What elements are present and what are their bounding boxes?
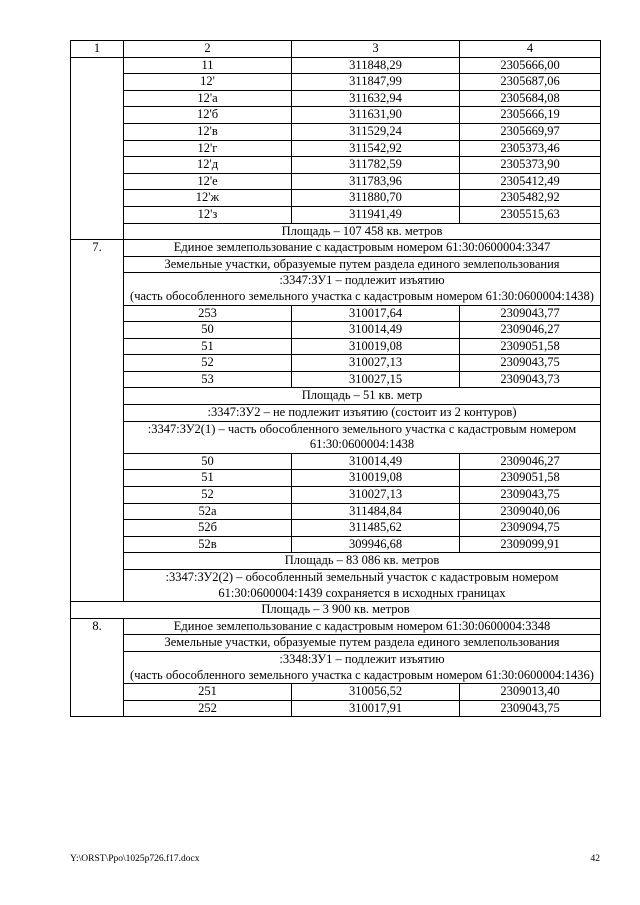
subtitle-row: Земельные участки, образуемые путем раздела единого землепользования [124,635,601,652]
table-body [71,41,601,717]
coordinates-table [70,40,601,717]
section-number-cell: 8. [71,618,124,717]
y-coordinate-cell: 2309043,73 [460,371,601,388]
x-coordinate-cell: 310019,08 [292,338,460,355]
table-row [71,74,601,91]
y-coordinate-cell: 2305666,19 [460,107,601,124]
table-row [71,338,601,355]
table-row [71,651,601,683]
table-row [71,57,601,74]
x-coordinate-cell: 311941,49 [292,206,460,223]
x-coordinate-cell: 310014,49 [292,322,460,339]
x-coordinate-cell: 311631,90 [292,107,460,124]
x-coordinate-cell: 310019,08 [292,470,460,487]
point-id-cell: 12' [124,74,292,91]
point-id-cell: 52 [124,487,292,504]
y-coordinate-cell: 2309043,75 [460,487,601,504]
table-row [71,570,601,602]
table-row [71,503,601,520]
point-id-cell: 52а [124,503,292,520]
x-coordinate-cell: 310027,13 [292,355,460,372]
table-row [71,123,601,140]
point-id-cell: 12'д [124,157,292,174]
point-id-cell: 12'ж [124,190,292,207]
x-coordinate-cell: 311484,84 [292,503,460,520]
table-row [71,700,601,717]
table-row [71,140,601,157]
y-coordinate-cell: 2305373,90 [460,157,601,174]
table-row [71,305,601,322]
y-coordinate-cell: 2305482,92 [460,190,601,207]
x-coordinate-cell: 311529,24 [292,123,460,140]
section-title-cell: Единое землепользование с кадастровым номером 61:30:0600004:3348 [124,618,601,635]
y-coordinate-cell: 2309043,77 [460,305,601,322]
y-coordinate-cell: 2309099,91 [460,536,601,553]
y-coordinate-cell: 2305669,97 [460,123,601,140]
table-row [71,618,601,635]
subtitle-row: Земельные участки, образуемые путем раздела единого землепользования [124,256,601,273]
section-number-cell: 7. [71,240,124,602]
x-coordinate-cell: 311848,29 [292,57,460,74]
table-row [71,41,601,58]
x-coordinate-cell: 311485,62 [292,520,460,537]
table-row [71,90,601,107]
point-id-cell: 12'е [124,173,292,190]
table-row [71,421,601,453]
parcel-title-row: :3347:ЗУ1 – подлежит изъятию (часть обособленного земельного участка с кадастровым номером 61:30:0600004:1438) [124,273,601,305]
point-id-cell: 52 [124,355,292,372]
column-header-3: 3 [292,41,460,58]
parcel-title-row: :3347:ЗУ2 – не подлежит изъятию (состоит из 2 контуров) [124,405,601,422]
y-coordinate-cell: 2309043,75 [460,355,601,372]
parcel-title-row: :3347:ЗУ2(2) – обособленный земельный участок с кадастровым номером 61:30:0600004:1439 сохраняется в исходных границах [124,570,601,602]
y-coordinate-cell: 2305373,46 [460,140,601,157]
point-id-cell: 53 [124,371,292,388]
x-coordinate-cell: 310017,64 [292,305,460,322]
table-row [71,487,601,504]
section-title-cell: Единое землепользование с кадастровым номером 61:30:0600004:3347 [124,240,601,257]
point-id-cell: 51 [124,338,292,355]
x-coordinate-cell: 310027,15 [292,371,460,388]
point-id-cell: 51 [124,470,292,487]
table-row [71,684,601,701]
point-id-cell: 253 [124,305,292,322]
table-row [71,453,601,470]
column-header-1: 1 [71,41,124,58]
point-id-cell: 52б [124,520,292,537]
x-coordinate-cell: 310056,52 [292,684,460,701]
y-coordinate-cell: 2309094,75 [460,520,601,537]
x-coordinate-cell: 309946,68 [292,536,460,553]
table-row [71,355,601,372]
y-coordinate-cell: 2309051,58 [460,338,601,355]
table-row [71,273,601,305]
table-row [71,157,601,174]
y-coordinate-cell: 2309051,58 [460,470,601,487]
table-row [71,322,601,339]
point-id-cell: 12'в [124,123,292,140]
x-coordinate-cell: 311782,59 [292,157,460,174]
point-id-cell: 52в [124,536,292,553]
x-coordinate-cell: 311542,92 [292,140,460,157]
footer-file-path: Y:\ORST\Ppo\1025p726.f17.docx [70,854,200,864]
point-id-cell: 252 [124,700,292,717]
x-coordinate-cell: 310017,91 [292,700,460,717]
table-row [71,107,601,124]
area-row: Площадь – 51 кв. метр [124,388,601,405]
point-id-cell: 50 [124,453,292,470]
table-row [71,388,601,405]
table-row [71,536,601,553]
y-coordinate-cell: 2309046,27 [460,322,601,339]
table-row [71,602,601,619]
y-coordinate-cell: 2305684,08 [460,90,601,107]
footer-page-number: 42 [590,854,600,864]
point-id-cell: 11 [124,57,292,74]
table-row [71,256,601,273]
y-coordinate-cell: 2309043,75 [460,700,601,717]
y-coordinate-cell: 2305687,06 [460,74,601,91]
table-row [71,190,601,207]
section-number-cell [71,57,124,240]
point-id-cell: 251 [124,684,292,701]
area-row: Площадь – 107 458 кв. метров [124,223,601,240]
point-id-cell: 50 [124,322,292,339]
x-coordinate-cell: 310027,13 [292,487,460,504]
parcel-title-row: :3347:ЗУ2(1) – часть обособленного земельного участка с кадастровым номером 61:30:0600004:1438 [124,421,601,453]
x-coordinate-cell: 310014,49 [292,453,460,470]
table-row [71,173,601,190]
table-row [71,405,601,422]
table-row [71,635,601,652]
point-id-cell: 12'г [124,140,292,157]
table-row [71,520,601,537]
y-coordinate-cell: 2305412,49 [460,173,601,190]
parcel-title-row: :3348:ЗУ1 – подлежит изъятию (часть обособленного земельного участка с кадастровым номером 61:30:0600004:1436) [124,651,601,683]
point-id-cell: 12'а [124,90,292,107]
total-area-row: Площадь – 3 900 кв. метров [71,602,601,619]
y-coordinate-cell: 2305515,63 [460,206,601,223]
y-coordinate-cell: 2309046,27 [460,453,601,470]
y-coordinate-cell: 2309040,06 [460,503,601,520]
table-row [71,240,601,257]
x-coordinate-cell: 311783,96 [292,173,460,190]
y-coordinate-cell: 2309013,40 [460,684,601,701]
x-coordinate-cell: 311632,94 [292,90,460,107]
x-coordinate-cell: 311880,70 [292,190,460,207]
table-row [71,371,601,388]
table-row [71,470,601,487]
column-header-4: 4 [460,41,601,58]
table-row [71,223,601,240]
area-row: Площадь – 83 086 кв. метров [124,553,601,570]
column-header-2: 2 [124,41,292,58]
point-id-cell: 12'з [124,206,292,223]
y-coordinate-cell: 2305666,00 [460,57,601,74]
x-coordinate-cell: 311847,99 [292,74,460,91]
table-row [71,553,601,570]
point-id-cell: 12'б [124,107,292,124]
table-row [71,206,601,223]
